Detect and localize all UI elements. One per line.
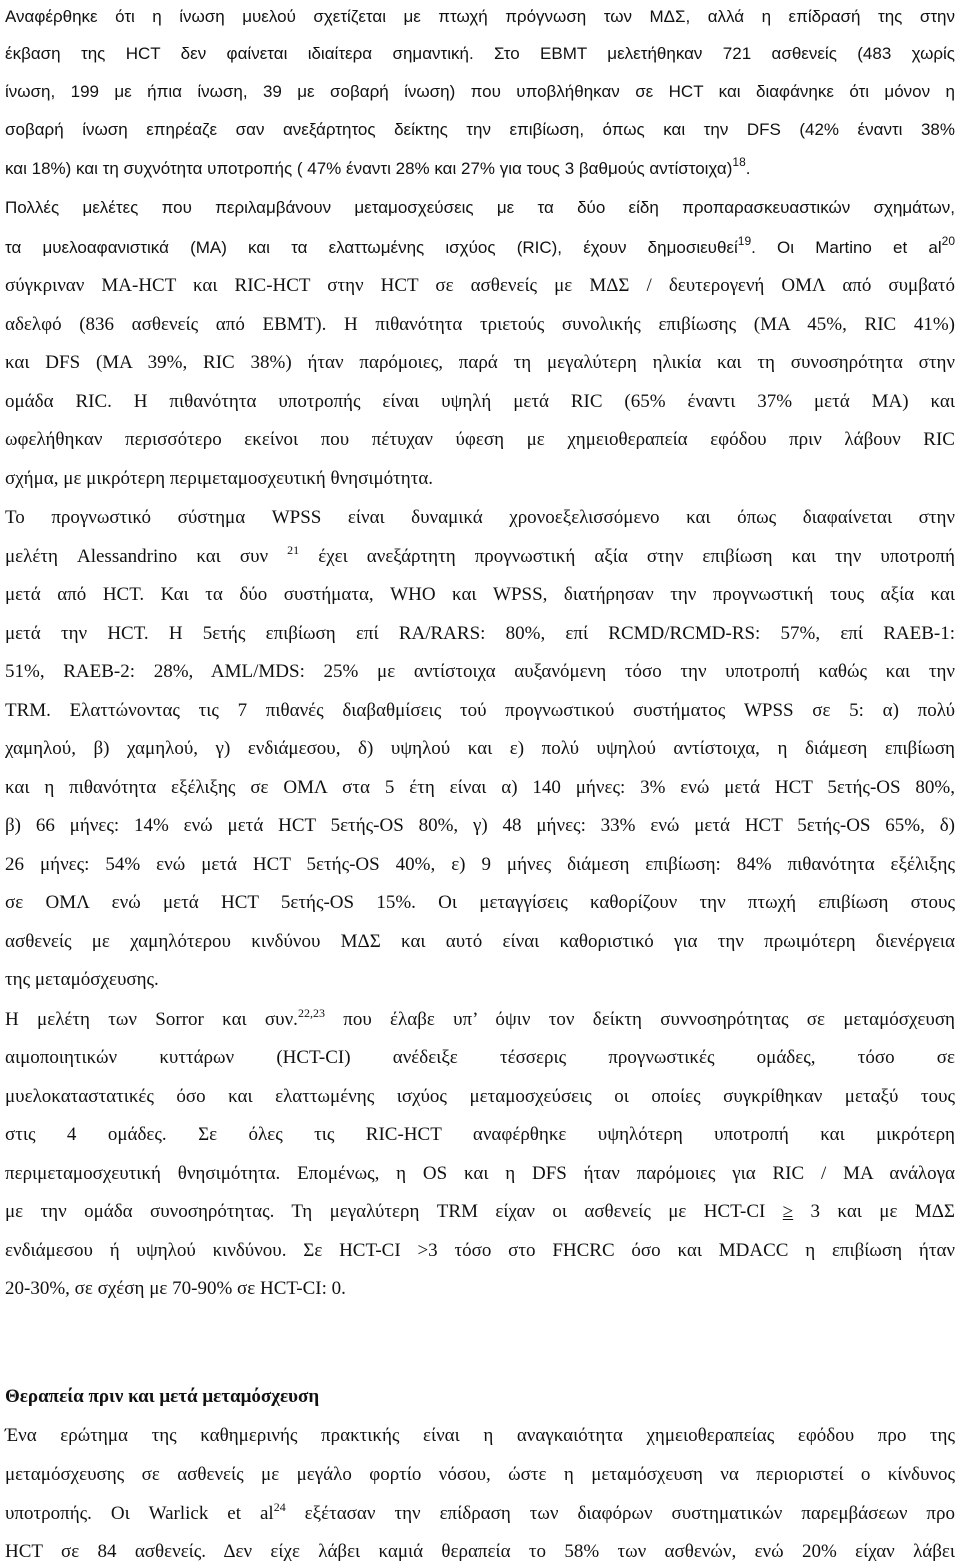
text-segment: ίνωση, 199 με ήπια ίνωση, 39 με σοβαρή ίνωση) που υποβλήθηκαν σε HCT και διαφάνηκε ότι μόνον η	[5, 82, 955, 101]
text-line	[5, 737, 955, 761]
text-line	[5, 1046, 955, 1070]
text-line	[5, 1463, 955, 1487]
text-line	[5, 80, 955, 104]
text-segment: που έλαβε υπ’ όψιν τον δείκτη συννοσηρότητας σε μεταμόσχευση	[324, 1009, 955, 1030]
text-segment: ενδιάμεσου ή υψηλού κινδύνου. Σε HCT-CI >3 τόσο στο FHCRC όσο και MDACC η επιβίωση ήταν	[5, 1240, 955, 1261]
text-segment: μεταμόσχευσης σε ασθενείς με μεγάλο φορτίο νόσου, ώστε η μεταμόσχευση να περιοριστεί ο κίνδυνος	[5, 1464, 955, 1485]
math-symbol: ≥	[782, 1201, 794, 1222]
text-segment: εξέτασαν την επίδραση των διαφόρων συστηματικών παρεμβάσεων προ	[285, 1503, 955, 1524]
text-line	[5, 5, 955, 29]
text-line	[5, 660, 955, 684]
text-line	[5, 1085, 955, 1109]
citation-superscript: 24	[273, 1500, 286, 1514]
text-line	[5, 1424, 955, 1448]
text-line	[5, 118, 955, 142]
text-segment: σε ΟΜΛ ενώ μετά HCT 5ετής-OS 15%. Οι μεταγγίσεις καθορίζουν την πτωχή επιβίωση στους	[5, 892, 955, 913]
text-line	[5, 545, 955, 569]
text-segment: μετά από HCT. Και τα δύο συστήματα, WHO και WPSS, διατήρησαν την προγνωστική τους αξία και	[5, 584, 955, 605]
text-segment: .	[745, 159, 751, 178]
text-segment: χαμηλού, β) χαμηλού, γ) ενδιάμεσου, δ) υψηλού και ε) πολύ υψηλού αντίστοιχα, η διάμεση επιβίωση	[5, 738, 955, 759]
text-line	[5, 351, 955, 375]
text-segment: και 18%) και τη συχνότητα υποτροπής ( 47% έναντι 28% και 27% για τους 3 βαθμούς αντίστοιχα)	[5, 159, 733, 178]
text-line	[5, 968, 955, 992]
text-segment: 26 μήνες: 54% ενώ μετά HCT 5ετής-OS 40%, ε) 9 μήνες διάμεση επιβίωση: 84% πιθανότητα εξέλιξης	[5, 854, 955, 875]
text-segment: Αναφέρθηκε ότι η ίνωση μυελού σχετίζεται με πτωχή πρόγνωση των ΜΔΣ, αλλά η επίδρασή της στην	[5, 7, 955, 26]
text-line	[5, 853, 955, 877]
text-segment: και η πιθανότητα εξέλιξης σε ΟΜΛ στα 5 έτη είναι α) 140 μήνες: 3% ενώ μετά HCT 5ετής-OS 80%,	[5, 777, 955, 798]
text-segment: μελέτη Alessandrino και συν	[5, 546, 288, 567]
text-line	[5, 390, 955, 414]
text-line	[5, 1502, 955, 1526]
citation-superscript: 19	[737, 234, 752, 248]
text-segment: HCT σε 84 ασθενείς. Δεν είχε λάβει καμιά θεραπεία το 58% των ασθενών, ενώ 20% είχαν λάβει	[5, 1541, 955, 1562]
text-line	[5, 506, 955, 530]
text-segment: αιμοποιητικών κυττάρων (HCT-CI) ανέδειξε τέσσερις προγνωστικές ομάδες, τόσο σε	[5, 1047, 955, 1068]
text-line	[5, 891, 955, 915]
text-segment: Η μελέτη των Sorror και συν.	[5, 1009, 298, 1030]
text-line	[5, 776, 955, 800]
text-line	[5, 428, 955, 452]
text-segment: σύγκριναν MA-HCT και RIC-HCT στην HCT σε ασθενείς με ΜΔΣ / δευτερογενή ΟΜΛ από συμβατό	[5, 275, 955, 296]
text-line	[5, 1540, 955, 1564]
text-segment: Ένα ερώτημα της καθημερινής πρακτικής είναι η αναγκαιότητα χημειοθεραπείας εφόδου προ της	[5, 1425, 955, 1446]
citation-superscript: 22,23	[297, 1006, 325, 1020]
text-segment: Πολλές μελέτες που περιλαμβάνουν μεταμοσχεύσεις με τα δύο είδη προπαρασκευαστικών σχημάτων,	[5, 198, 955, 217]
text-line	[5, 1162, 955, 1186]
text-line	[5, 699, 955, 723]
text-line	[5, 313, 955, 337]
text-line	[5, 42, 955, 66]
text-segment: TRM. Ελαττώνοντας τις 7 πιθανές διαβαθμίσεις τού προγνωστικού συστήματος WPSS σε 5: α) πολύ	[5, 700, 955, 721]
text-line	[5, 236, 955, 260]
text-segment: με την ομάδα συνοσηρότητας. Τη μεγαλύτερη TRM είχαν οι ασθενείς με HCT-CI	[5, 1201, 783, 1222]
text-line	[5, 1200, 955, 1224]
text-segment: ασθενείς με χαμηλότερου κινδύνου ΜΔΣ και αυτό είναι καθοριστικό για την πρωιμότερη διενέργεια	[5, 931, 955, 952]
text-segment: έχει ανεξάρτητη προγνωστική αξία στην επιβίωση και την υποτροπή	[299, 546, 955, 567]
text-segment: τα μυελοαφανιστικά (MA) και τα ελαττωμένης ισχύος (RIC), έχουν δημοσιευθεί	[5, 238, 738, 257]
text-segment: Το προγνωστικό σύστημα WPSS είναι δυναμικά χρονοεξελισσόμενο και όπως διαφαίνεται στην	[5, 507, 955, 528]
text-segment: ωφελήθηκαν περισσότερο εκείνοι που πέτυχαν ύφεση με χημειοθεραπεία εφόδου πριν λάβουν RIC	[5, 429, 955, 450]
citation-superscript: 18	[732, 155, 746, 169]
text-line	[5, 274, 955, 298]
text-segment: . Οι Martino et al	[751, 238, 942, 257]
text-segment: 20-30%, σε σχέση με 70-90% σε HCT-CI: 0.	[5, 1278, 346, 1299]
text-segment: β) 66 μήνες: 14% ενώ μετά HCT 5ετής-OS 80%, γ) 48 μήνες: 33% ενώ μετά HCT 5ετής-OS 65%, δ)	[5, 815, 955, 836]
section-heading: Θεραπεία πριν και μετά μεταμόσχευση	[5, 1386, 320, 1407]
citation-superscript: 21	[287, 543, 300, 557]
text-segment: στις 4 ομάδες. Σε όλες τις RIC-HCT αναφέρθηκε υψηλότερη υποτροπή και μικρότερη	[5, 1124, 955, 1145]
text-line	[5, 1277, 955, 1301]
text-segment: 51%, RAEB-2: 28%, AML/MDS: 25% με αντίστοιχα αυξανόμενη τόσο την υποτροπή καθώς και την	[5, 661, 955, 682]
text-line	[5, 196, 955, 220]
text-segment: μετά την HCT. Η 5ετής επιβίωση επί RA/RARS: 80%, επί RCMD/RCMD-RS: 57%, επί RAEB-1:	[5, 623, 955, 644]
text-segment: σοβαρή ίνωση επηρέαζε σαν ανεξάρτητος δείκτης την επιβίωση, όπως και την DFS (42% έναντι 38%	[5, 120, 955, 139]
text-segment: περιμεταμοσχευτική θνησιμότητα. Επομένως, η OS και η DFS ήταν παρόμοιες για RIC / MA ανάλογα	[5, 1163, 955, 1184]
text-line	[5, 930, 955, 954]
text-line	[5, 1239, 955, 1263]
text-line	[5, 622, 955, 646]
text-segment: υποτροπής. Οι Warlick et al	[5, 1503, 274, 1524]
text-segment: και DFS (MA 39%, RIC 38%) ήταν παρόμοιες, παρά τη μεγαλύτερη ηλικία και τη συνοσηρότητα στην	[5, 352, 955, 373]
text-segment: ομάδα RIC. Η πιθανότητα υποτροπής είναι υψηλή μετά RIC (65% έναντι 37% μετά MA) και	[5, 391, 955, 412]
text-line	[5, 814, 955, 838]
text-segment: έκβαση της HCT δεν φαίνεται ιδιαίτερα σημαντική. Στο EBMT μελετήθηκαν 721 ασθενείς (483 χωρίς	[5, 44, 955, 63]
text-segment: αδελφό (836 ασθενείς από EBMT). Η πιθανότητα τριετούς συνολικής επιβίωσης (MA 45%, RIC 41%)	[5, 314, 955, 335]
text-line	[5, 583, 955, 607]
citation-superscript: 20	[941, 234, 955, 248]
text-line	[5, 157, 955, 181]
text-line	[5, 1123, 955, 1147]
text-segment: μυελοκαταστατικές όσο και ελαττωμένης ισχύος μεταμοσχεύσεις οι οποίες συγκρίθηκαν μεταξύ τους	[5, 1086, 955, 1107]
text-segment: της μεταμόσχευσης.	[5, 969, 159, 990]
text-line	[5, 467, 955, 491]
text-line	[5, 1008, 955, 1032]
text-segment: 3 και με ΜΔΣ	[793, 1201, 955, 1222]
text-segment: σχήμα, με μικρότερη περιμεταμοσχευτική θνησιμότητα.	[5, 468, 434, 489]
